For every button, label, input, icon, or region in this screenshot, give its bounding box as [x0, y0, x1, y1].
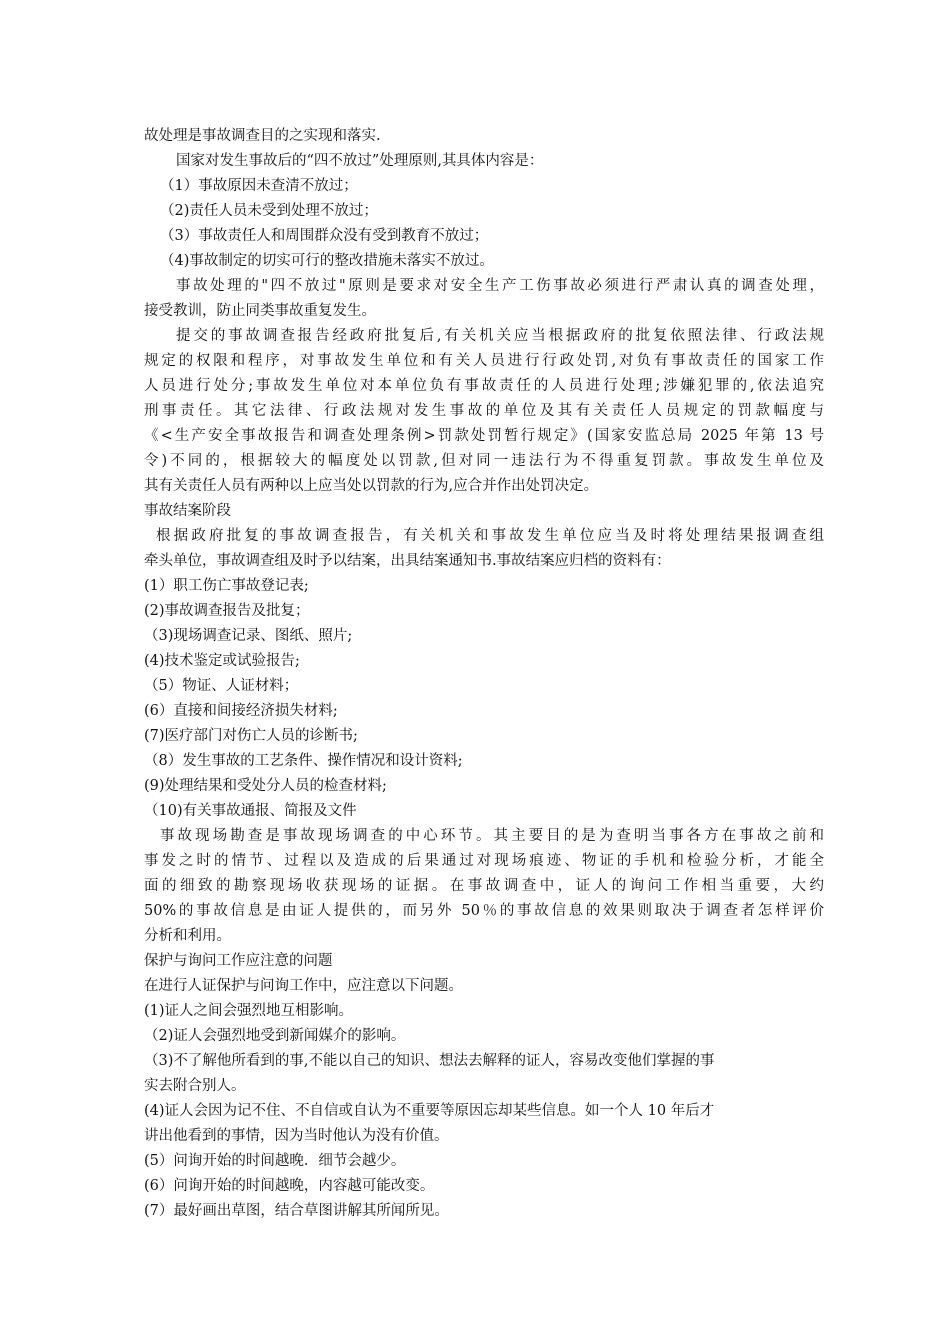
paragraph-line: 人员进行处分;事故发生单位对本单位负有事故责任的人员进行处理;涉嫌犯罪的,依法追究 [144, 378, 824, 394]
paragraph-line: 在进行人证保护与问询工作中，应注意以下问题。 [144, 978, 463, 994]
paragraph-line: 根据政府批复的事故调查报告，有关机关和事故发生单位应当及时将处理结果报调查组 [156, 528, 824, 544]
list-item: (1）职工伤亡事故登记表; [144, 578, 309, 594]
paragraph-line: 令)不同的，根据较大的幅度处以罚款,但对同一违法行为不得重复罚款。事故发生单位及 [144, 453, 824, 469]
paragraph-line: 面的细致的勘察现场收获现场的证据。在事故调查中，证人的询问工作相当重要，大约 [144, 878, 824, 894]
paragraph-line: 《<生产安全事故报告和调查处理条例>罚款处罚暂行规定》(国家安监总局 2025 年第 13 号 [144, 428, 824, 444]
paragraph-line: 刑事责任。其它法律、行政法规对发生事故的单位及其有关责任人员规定的罚款幅度与 [144, 403, 824, 419]
paragraph-line: 牵头单位，事故调查组及时予以结案，出具结案通知书.事故结案应归档的资料有： [144, 553, 671, 569]
paragraph-line: 事故处理的"四不放过"原则是要求对安全生产工伤事故必须进行严肃认真的调查处理， [176, 278, 824, 294]
list-item: (1)证人之间会强烈地互相影响。 [144, 1003, 354, 1019]
list-item: （3)现场调查记录、图纸、照片; [144, 628, 353, 644]
list-item: 实去附合别人。 [144, 1078, 246, 1094]
list-item: (4)技术鉴定或试验报告; [144, 653, 300, 669]
list-item: (4)证人会因为记不住、不自信或自认为不重要等原因忘却某些信息。如一个人 10 年后才 [144, 1103, 715, 1119]
list-item: (6）直接和间接经济损失材料; [144, 703, 338, 719]
list-item: （10)有关事故通报、简报及文件 [144, 803, 357, 819]
list-item: （3）事故责任人和周围群众没有受到教育不放过； [160, 228, 489, 244]
list-item: (7)医疗部门对伤亡人员的诊断书; [144, 728, 358, 744]
paragraph-line: 国家对发生事故后的“四不放过”处理原则,其具体内容是： [176, 153, 544, 169]
paragraph-line: 规定的权限和程序，对事故发生单位和有关人员进行行政处罚,对负有事故责任的国家工作 [144, 353, 824, 369]
document-page [144, 124, 824, 1224]
section-heading: 保护与询问工作应注意的问题 [144, 953, 333, 969]
paragraph-line: 事故现场勘查是事故现场调查的中心环节。其主要目的是为查明当事各方在事故之前和 [160, 828, 824, 844]
list-item: (5）问询开始的时间越晚．细节会越少。 [144, 1153, 406, 1169]
list-item: (9)处理结果和受处分人员的检查材料; [144, 778, 387, 794]
paragraph-line: 其有关责任人员有两种以上应当处以罚款的行为,应合并作出处罚决定。 [144, 478, 599, 494]
paragraph-line: 分析和利用。 [144, 928, 231, 944]
list-item: （4)事故制定的切实可行的整改措施未落实不放过。 [160, 253, 494, 269]
list-item: （3)不了解他所看到的事,不能以自己的知识、想法去解释的证人，容易改变他们掌握的事 [144, 1053, 715, 1069]
list-item: （1）事故原因未查清不放过； [160, 178, 358, 194]
list-item: (2)事故调查报告及批复； [144, 603, 310, 619]
paragraph-line: 50%的事故信息是由证人提供的，而另外 50％的事故信息的效果则取决于调查者怎样评价 [144, 903, 824, 919]
paragraph-line: 事发之时的情节、过程以及造成的后果通过对现场痕迹、物证的手机和检验分析，才能全 [144, 853, 824, 869]
list-item: （2)责任人员未受到处理不放过； [160, 203, 378, 219]
list-item: （5）物证、人证材料； [144, 678, 299, 694]
paragraph-line: 提交的事故调查报告经政府批复后,有关机关应当根据政府的批复依照法律、行政法规 [176, 328, 824, 344]
paragraph-line: 故处理是事故调查目的之实现和落实. [144, 128, 381, 144]
list-item: (6）问询开始的时间越晚，内容越可能改变。 [144, 1178, 435, 1194]
list-item: 讲出他看到的事情，因为当时他认为没有价值。 [144, 1128, 449, 1144]
paragraph-line: 接受教训，防止同类事故重复发生。 [144, 303, 376, 319]
list-item: (7）最好画出草图，结合草图讲解其所闻所见。 [144, 1203, 449, 1219]
list-item: （8）发生事故的工艺条件、操作情况和设计资料; [144, 753, 463, 769]
list-item: （2)证人会强烈地受到新闻媒介的影响。 [144, 1028, 406, 1044]
section-heading: 事故结案阶段 [144, 503, 231, 519]
